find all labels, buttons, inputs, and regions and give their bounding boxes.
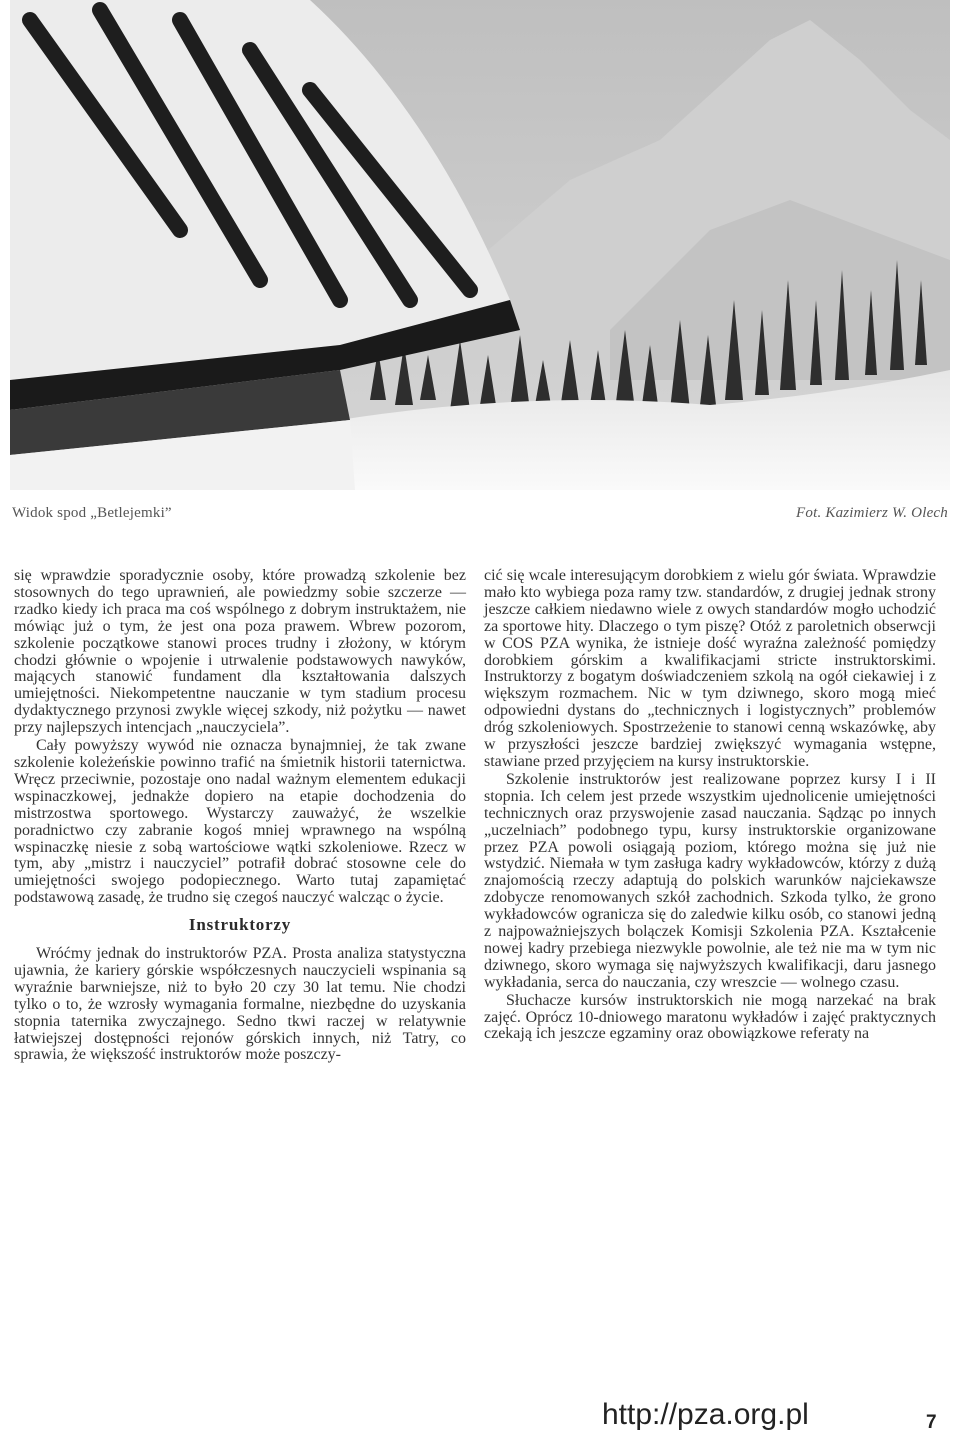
left-column [14,568,466,1064]
paragraph: cić się wcale interesującym dorobkiem z wielu gór świata. Wprawdzie mało kto wybiega poza ramy tzw. standardów, z drugiej jednak strony jeszcze całkiem niedawno wiele z owych standardów mogło uchodzić za sportowe hity. Dlaczego o tym piszę? Otóż z paroletnich obserwcji w COS PZA wynika, że istnieje dość wyraźna zależność pomiędzy dorobkiem górskim a kwalifikacjami stricte instruktorskimi. Instruktorzy z bogatym doświadczeniem szkolą na ogół ciekawiej i z większym rozmachem. Nic w tym dziwnego, skoro mogą mieć odpowiedni dystans do „technicznych i logistycznych” problemów dróg szkoleniowych. Spostrzeżenie to stanowi cenną wskazówkę, aby w przyszłości jeszcze bardziej zwiększyć wymagania wstępne, stawiane przed przyjęciem na kursy instruktorskie. [484,567,936,770]
snow-valley-image [10,0,950,490]
paragraph: się wprawdzie sporadycznie osoby, które prowadzą szkolenie bez stosownych do tego uprawnień, ale powiedzmy sobie szczerze — rzadko kiedy ich praca ma coś wspólnego z dobrym instruktażem, nie mówiąc już o tym, że jest ona poza prawem. Wbrew pozorom, szkolenie początkowe stanowi proces trudny i złożony, w którym chodzi głównie o wpojenie i utrwalenie podstawowych nawyków, mających stanowić fundament dla kształtowania dalszych umiejętności. Niekompetentne nauczanie w tym stadium procesu dydaktycznego przynosi zwykle więcej szkody, niż pożytku — nawet przy najlepszych intencjach „nauczyciela”. [14,567,466,737]
page-number: 7 [926,1412,937,1433]
right-column [484,568,936,1043]
paragraph: Szkolenie instruktorów jest realizowane poprzez kursy I i II stopnia. Ich celem jest przede wszystkim ujednolicenie umiejętności technicznych oraz przyswojenie zasad nauczania. Sądząc po innych „uczelniach” podobnego typu, kursy instruktorskie organizowane przez PZA powoli osiągają poziom, którego można się już nie wstydzić. Niemała w tym zasługa kadry wykładowców, którzy z dużą znajomością rzeczy adaptują do polskich warunków najciekawsze zdobycze renomowanych szkół zachodnich. Szkoda tylko, że grono wykładowców ogranicza się do zaledwie kilku osób, co stanowi jedną z najpoważniejszych bolączek Komisji Szkolenia PZA. Kształcenie nowej kadry przebiega niezwykle powolnie, ale też nie ma w tym nic dziwnego, skoro wymaga się najwyższych kwalifikacji, daru jasnego wykładania, serca do nauczania, czy wreszcie — wolnego czasu. [484,770,936,991]
paragraph: Słuchacze kursów instruktorskich nie mogą narzekać na brak zajęć. Oprócz 10-dniowego maratonu wykładów i zajęć praktycznych czekają ich jeszcze egzaminy oraz obowiązkowe referaty na [484,991,936,1043]
source-url: http://pza.org.pl [602,1398,809,1431]
mountain-photo [10,0,950,490]
photo-caption: Widok spod „Betlejemki” [12,505,172,521]
section-heading: Instruktorzy [188,915,292,935]
photo-credit: Fot. Kazimierz W. Olech [796,505,948,521]
paragraph: Wróćmy jednak do instruktorów PZA. Prosta analiza statystyczna ujawnia, że kariery górskie współczesnych nauczycieli wspinania są wyraźnie barwniejsze, niż to było 20 czy 30 lat temu. Nie chodzi tylko o to, że wzrosły wymagania formalne, niezbędne do uzyskania stopnia taternika zwyczajnego. Sedno tkwi raczej w relatywnie łatwiejszej dostępności rejonów górskich innych, niż Tatry, co sprawia, że większość instruktorów może poszczy- [14,945,466,1064]
paragraph: Cały powyższy wywód nie oznacza bynajmniej, że tak zwane szkolenie koleżeńskie powinno trafić na śmietnik historii taternictwa. Wręcz przeciwnie, pozostaje ono nadal ważnym elementem edukacji wspinaczkowej, jednakże dopiero na etapie dochodzenia do mistrzostwa sportowego. Wystarczy zauważyć, że wszelkie poradnictwo czy zabranie kogoś mniej wprawnego na wspólną wspinaczkę niesie z sobą wartościowe wątki szkoleniowe. Rzecz w tym, aby „mistrz i nauczyciel” potrafił dobrać stosowne cele do umiejętności swojego podopiecznego. Warto tutaj zapamiętać podstawową zasadę, że trudno się czegoś nauczyć walcząc o życie. [14,737,466,907]
